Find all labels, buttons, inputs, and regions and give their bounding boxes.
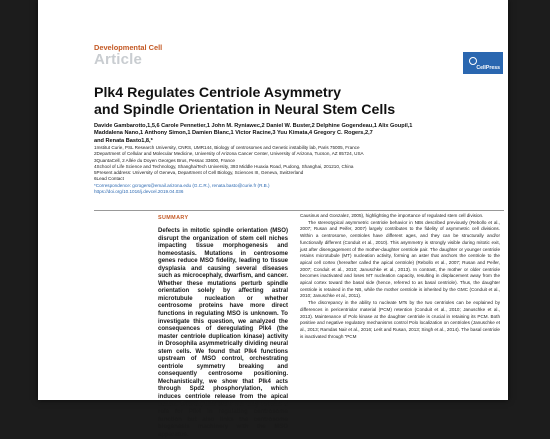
affiliation-3: 3QuantaCell, 2 Allée du Doyen Georges Brus, Pessac 33600, France: [94, 157, 235, 163]
body-paragraph-2: The stereotypical asymmetric centriole behavior in NBs described previously (Rebollo et al., 2007; Rusan and Peifer, 2007) largely contributes to the fidelity of asymmetric cell divisions. Within a centrosome, centrioles have different ages, and they can be structurally and/or functionally different (Conduit et al., 2010). This asymmetry is strongly visible during mitotic exit, just after disengagement of the mother-daughter centriole pair. The daughter or younger centriole retains microtubule (MT) nucleation activity, forming an aster that anchors the centriole to the apical cell cortex (hereafter called the apical centriole) (Rebollo et al., 2007; Rusan and Peifer, 2007; Conduit et al., 2010; Januschke et al., 2013). In contrast, the mother or older centriole becomes inactivated and loses MT nucleation capacity, resulting in displacement away from the apical cortex toward the basal side (hence, referred to as basal centriole). Thus, the daughter centriole is retained in the NB, while the mother centriole is inherited by the GMC (Conduit et al., 2010; Januschke et al., 2011).: [300, 219, 500, 299]
body-paragraph-3: The discrepancy in the ability to nucleate MTs by the two centrioles can be explained by differences in pericentriolar material (PCM) retention (Conduit et al., 2010; Januschke et al., 2013). Maintenance of Polo kinase at the daughter centriole is crucial in retaining its PCM. Both positive and negative regulatory mechanisms control Polo localization on centrioles (Januschke et al., 2013; Ramdas Nair et al., 2016; Lerit and Rusan, 2013; Singh et al., 2014). The basal centriole is inactivated through “PCM: [300, 300, 500, 339]
journal-name: Developmental Cell: [94, 43, 163, 52]
authors-line-1: Davide Gambarotto,1,5,6 Carole Pennetier,1 John M. Ryniawec,2 Daniel W. Buster,2 Delphine Gogendeau,1 Alix Goupil,1: [94, 123, 413, 129]
summary-text: Defects in mitotic spindle orientation (MSO) disrupt the organization of stem cell niches impacting tissue morphogenesis and homeostasis. Mutations in centrosome genes reduce MSO fidelity, leading to tissue dysplasia and causing several diseases such as microcephaly, dwarfism, and cancer. Whether these mutations perturb spindle orientation solely by affecting astral microtubule nucleation or whether centrosome proteins have more direct functions in regulating MSO is unknown. To investigate this question, we analyzed the consequences of deregulating Plk4 (the master centriole duplication kinase) activity in Drosophila asymmetrically dividing neural stem cells. We found that Plk4 functions upstream of MSO control, orchestrating centriole symmetry breaking and consequently centrosome positioning. Mechanistically, we show that Plk4 acts through Spd2 phosphorylation, which induces centriole release from the apical cortex. Overall, this work not only reveals a role for Plk4 in regulating centrosome function but also links the centrosome biogenesis machinery with the MSO apparatus.: [158, 228, 288, 438]
doi-link[interactable]: https://doi.org/10.1016/j.devcel.2019.04.036: [94, 189, 184, 195]
affiliation-4: 4School of Life Science and Technology, ShanghaiTech University, 393 Middle Huaxia Road, Pudong, Shanghai, 201210, China: [94, 163, 354, 169]
authors-line-3: and Renata Basto1,8,*: [94, 137, 153, 144]
affiliations: [94, 145, 489, 195]
affiliation-2: 2Department of Cellular and Molecular Medicine, University of Arizona Cancer Center, University of Arizona, Tucson, AZ 85724, USA: [94, 151, 364, 157]
affiliation-6: 6Lead Contact: [94, 176, 124, 182]
body-paragraph-1: Causinus and Gonzalez, 2005), highlighting the importance of regulated stem cell division.: [300, 213, 484, 218]
cellpress-icon: [469, 57, 477, 65]
title-line-2: and Spindle Orientation in Neural Stem Cells: [94, 102, 396, 118]
article-page: [38, 0, 508, 438]
title-line-1: Plk4 Regulates Centriole Asymmetry: [94, 85, 342, 101]
body-text-column: [300, 213, 500, 340]
header-divider: [94, 210, 504, 211]
cellpress-logo: [463, 52, 503, 74]
correspondence[interactable]: *Correspondence: gcrogers@email.arizona.edu (G.C.R.), renata.basto@curie.fr (R.B.): [94, 182, 270, 188]
article-title: [94, 85, 464, 119]
affiliation-5: 5Present address: University of Geneva, Department of Cell Biology, Sciences III, Geneva, Switzerland: [94, 170, 304, 176]
affiliation-1: 1Institut Curie, PSL Research University, CNRS, UMR144, Biology of centrosomes and Genetic instability lab, Paris 75005, France: [94, 145, 360, 150]
authors-line-2: Maddalena Nano,1 Anthony Simon,1 Damien Blanc,1 Victor Racine,3 Yuu Kimata,4 Gregory C. Rogers,2,7: [94, 130, 373, 137]
cellpress-label: CellPress: [476, 65, 500, 71]
author-list: [94, 123, 489, 145]
article-type: Article: [94, 51, 143, 68]
summary-heading: SUMMARY: [158, 215, 189, 221]
